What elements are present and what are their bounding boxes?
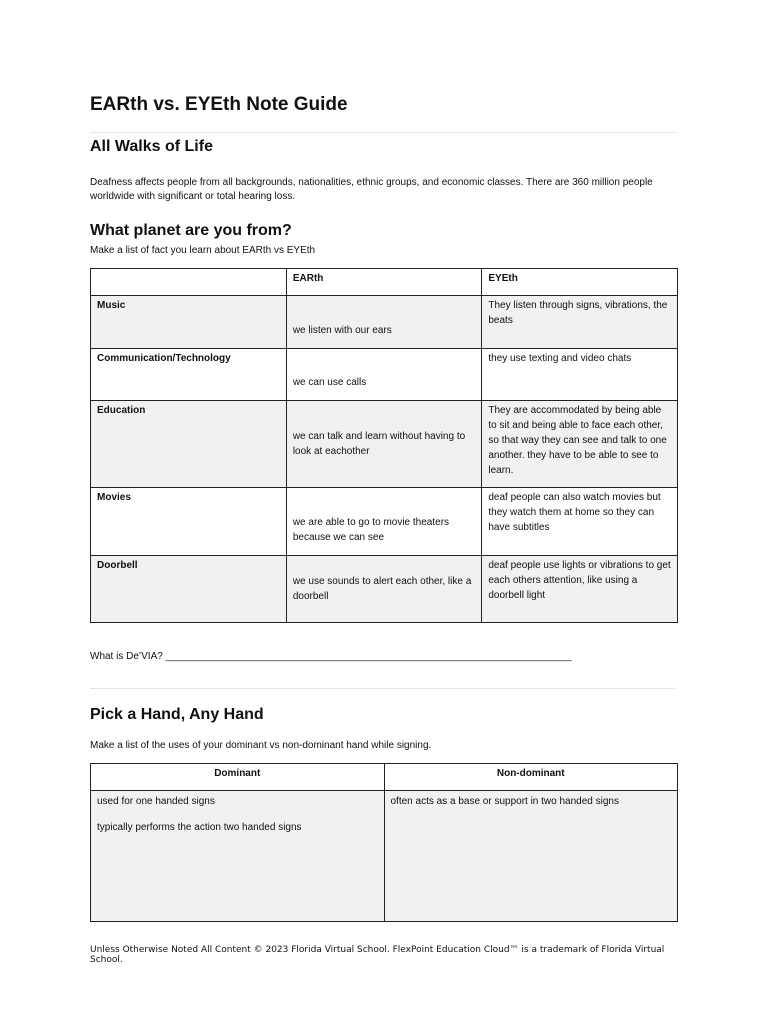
page-title: EARth vs. EYEth Note Guide xyxy=(90,94,348,115)
non-dominant-use: often acts as a base or support in two handed signs xyxy=(390,796,619,807)
divider xyxy=(90,132,675,133)
section-heading-hand: Pick a Hand, Any Hand xyxy=(90,706,264,723)
dominant-use: typically performs the action two handed signs xyxy=(97,822,302,833)
devia-question: What is De’VIA? _________________________________________________________________________ xyxy=(90,651,572,662)
dominant-cell xyxy=(91,791,385,922)
earth-cell: we listen with our ears xyxy=(286,296,482,349)
header-blank xyxy=(91,269,287,296)
eyeth-cell: They are accommodated by being able to sit and being able to face each other, so that way they can see and talk to one another. they have to be able to see to learn. xyxy=(482,401,678,488)
topic-cell: Communication/Technology xyxy=(91,349,287,401)
table-header-row xyxy=(91,764,678,791)
eyeth-cell: they use texting and video chats xyxy=(482,349,678,401)
earth-cell: we can talk and learn without having to look at eachother xyxy=(286,401,482,488)
eyeth-cell: They listen through signs, vibrations, the beats xyxy=(482,296,678,349)
divider xyxy=(90,688,675,689)
dominant-use: used for one handed signs xyxy=(97,796,215,807)
header-eyeth: EYEth xyxy=(482,269,678,296)
earth-eyeth-table xyxy=(90,268,678,623)
section-heading-all-walks: All Walks of Life xyxy=(90,138,213,155)
deafness-paragraph: Deafness affects people from all backgrounds, nationalities, ethnic groups, and economic classes. There are 360 million people worldwide with significant or total hearing loss. xyxy=(90,177,653,202)
header-non-dominant: Non-dominant xyxy=(384,764,678,791)
copyright-footer: Unless Otherwise Noted All Content © 2023 Florida Virtual School. FlexPoint Education Cloud™ is a trademark of Florida Virtual School. xyxy=(90,945,665,965)
hand-instruction: Make a list of the uses of your dominant vs non-dominant hand while signing. xyxy=(90,740,432,751)
earth-cell: we use sounds to alert each other, like a doorbell xyxy=(286,556,482,623)
header-dominant: Dominant xyxy=(91,764,385,791)
table-row xyxy=(91,488,678,556)
section-heading-planet: What planet are you from? xyxy=(90,222,292,239)
table-row xyxy=(91,791,678,922)
eyeth-cell: deaf people use lights or vibrations to get each others attention, like using a doorbell light xyxy=(482,556,678,623)
table-header-row xyxy=(91,269,678,296)
earth-cell: we are able to go to movie theaters because we can see xyxy=(286,488,482,556)
eyeth-cell: deaf people can also watch movies but they watch them at home so they can have subtitles xyxy=(482,488,678,556)
topic-cell: Movies xyxy=(91,488,287,556)
table-row xyxy=(91,556,678,623)
hand-table xyxy=(90,763,678,922)
topic-cell: Music xyxy=(91,296,287,349)
earth-cell: we can use calls xyxy=(286,349,482,401)
table-row xyxy=(91,401,678,488)
topic-cell: Doorbell xyxy=(91,556,287,623)
table-row xyxy=(91,296,678,349)
table-row xyxy=(91,349,678,401)
topic-cell: Education xyxy=(91,401,287,488)
planet-instruction: Make a list of fact you learn about EARth vs EYEth xyxy=(90,245,316,256)
header-earth: EARth xyxy=(286,269,482,296)
non-dominant-cell xyxy=(384,791,678,922)
